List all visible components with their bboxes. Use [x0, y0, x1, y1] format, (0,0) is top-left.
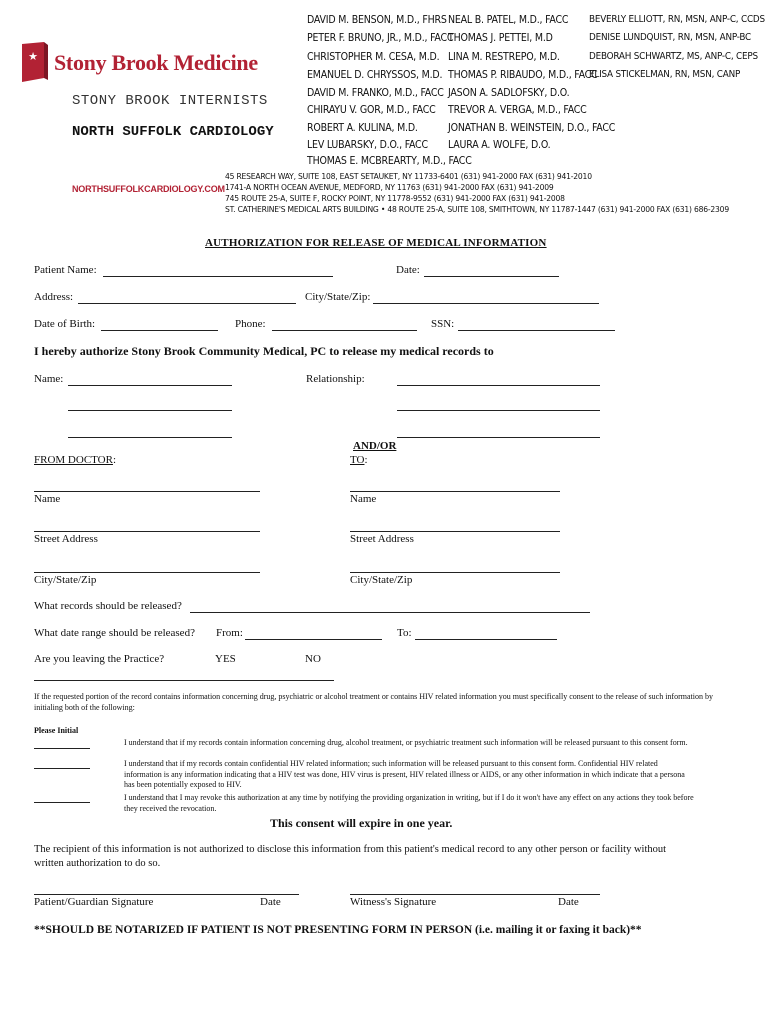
doctor-entry: LINA M. RESTREPO, M.D. — [448, 51, 560, 63]
doctor-entry: JONATHAN B. WEINSTEIN, D.O., FACC — [448, 122, 616, 134]
doctor-entry: EMANUEL D. CHRYSSOS, M.D. — [307, 69, 443, 81]
from-doctor-heading — [34, 454, 116, 466]
to-name-field[interactable] — [350, 491, 560, 492]
website-link[interactable]: NORTHSUFFOLKCARDIOLOGY.COM — [72, 184, 225, 194]
and-or-label: AND/OR — [353, 440, 397, 452]
from-csz-field[interactable] — [34, 572, 260, 573]
relationship-label: Relationship: — [306, 373, 365, 385]
patient-name-label: Patient Name: — [34, 264, 97, 276]
stony-brook-shield-icon — [22, 42, 48, 82]
to-colon: : — [364, 454, 368, 466]
to-street-field[interactable] — [350, 531, 560, 532]
doctor-entry: LAURA A. WOLFE, D.O. — [448, 139, 551, 151]
doctor-entry: THOMAS E. MCBREARTY, M.D., FACC — [307, 155, 472, 167]
from-csz-label: City/State/Zip — [34, 574, 97, 586]
recipient-statement: The recipient of this information is not authorized to disclose this information from this patient's medical record to any other person or facility without written authorization to do so. — [34, 844, 667, 869]
city-state-zip-field[interactable] — [373, 303, 599, 304]
address-line: 45 RESEARCH WAY, SUITE 108, EAST SETAUKET, NY 11733-6401 (631) 941-2000 FAX (631) 941-2010 — [225, 172, 592, 181]
relationship-extra-line[interactable] — [397, 410, 600, 411]
please-initial-label: Please Initial — [34, 726, 79, 735]
to-name-label: Name — [350, 493, 377, 505]
form-title: AUTHORIZATION FOR RELEASE OF MEDICAL INFORMATION — [205, 237, 547, 249]
dob-label: Date of Birth: — [34, 318, 96, 330]
from-date-label: From: — [216, 627, 243, 639]
dob-field[interactable] — [101, 330, 218, 331]
address-line: ST. CATHERINE'S MEDICAL ARTS BUILDING • 48 ROUTE 25-A, SUITE 108, SMITHTOWN, NY 11787-1447 (631) 941-2000 FAX (631) 686-2309 — [225, 205, 729, 214]
ssn-label: SSN: — [431, 318, 455, 330]
from-name-field[interactable] — [34, 491, 260, 492]
from-street-label: Street Address — [34, 533, 98, 545]
initial-statement-3: I understand that I may revoke this authorization at any time by notifying the providing organization in writing, but if I do it won't have any effect on any actions they took before they received the revocation. — [124, 793, 694, 813]
initial-field-2[interactable] — [34, 768, 90, 769]
initial-field-3[interactable] — [34, 802, 90, 803]
brand-name: Stony Brook Medicine — [54, 50, 258, 75]
phone-label: Phone: — [235, 318, 266, 330]
recipient-name-label: Name: — [34, 373, 64, 385]
consent-note: If the requested portion of the record contains information concerning drug, psychiatric or alcohol treatment or contains HIV related information you must specifically consent to the release of such information by initialing both of the following: — [34, 692, 713, 712]
recipient-extra-line[interactable] — [68, 410, 232, 411]
no-option[interactable]: NO — [305, 653, 321, 665]
doctor-entry: ELISA STICKELMAN, RN, MSN, CANP — [589, 69, 741, 80]
what-records-label: What records should be released? — [34, 600, 182, 612]
doctor-entry: DAVID M. FRANKO, M.D., FACC — [307, 87, 444, 99]
recipient-name-field[interactable] — [68, 385, 232, 386]
address-label: Address: — [34, 291, 74, 303]
patient-signature-field[interactable] — [34, 894, 299, 895]
authorize-statement: I hereby authorize Stony Brook Community Medical, PC to release my medical records to — [34, 344, 494, 358]
from-date-field[interactable] — [245, 639, 382, 640]
witness-date-label: Date — [558, 896, 579, 908]
leaving-practice-label: Are you leaving the Practice? — [34, 653, 165, 665]
doctor-entry: JASON A. SADLOFSKY, D.O. — [448, 87, 570, 99]
expire-statement: This consent will expire in one year. — [270, 816, 453, 830]
to-heading — [350, 454, 368, 466]
doctor-entry: NEAL B. PATEL, M.D., FACC — [448, 14, 569, 26]
initial-statement-2: I understand that if my records contain confidential HIV related information; such information will be released pursuant to this consent form. Confidential HIV related information is any information indicating that a HIV test was done, HIV virus is present, HIV related illness or AIDS, or any other information in which indicate that a persona has been potentially exposed to HIV. — [124, 759, 685, 789]
doctor-entry: TREVOR A. VERGA, M.D., FACC — [448, 104, 587, 116]
patient-date-label: Date — [260, 896, 281, 908]
date-label: Date: — [396, 264, 420, 276]
phone-field[interactable] — [272, 330, 417, 331]
patient-name-field[interactable] — [103, 276, 333, 277]
address-line: 745 ROUTE 25-A, SUITE F, ROCKY POINT, NY 11778-9552 (631) 941-2000 FAX (631) 941-2008 — [225, 194, 565, 203]
doctor-entry: THOMAS J. PETTEI, M.D — [448, 32, 553, 44]
doctor-entry: DAVID M. BENSON, M.D., FHRS — [307, 14, 447, 26]
from-street-field[interactable] — [34, 531, 260, 532]
doctor-entry: ROBERT A. KULINA, M.D. — [307, 122, 418, 134]
address-line: 1741-A NORTH OCEAN AVENUE, MEDFORD, NY 11763 (631) 941-2000 FAX (631) 941-2009 — [225, 183, 554, 192]
what-records-field[interactable] — [190, 612, 590, 613]
yes-option[interactable]: YES — [215, 653, 236, 665]
notarize-statement: **SHOULD BE NOTARIZED IF PATIENT IS NOT PRESENTING FORM IN PERSON (i.e. mailing it or faxing it back)** — [34, 924, 642, 936]
witness-signature-label: Witness's Signature — [350, 896, 437, 908]
date-range-label: What date range should be released? — [34, 627, 195, 639]
practice-internists: STONY BROOK INTERNISTS — [72, 93, 268, 109]
from-doctor-text: FROM DOCTOR — [34, 454, 113, 466]
initial-field-1[interactable] — [34, 748, 90, 749]
date-field[interactable] — [424, 276, 559, 277]
recipient-extra-line[interactable] — [68, 437, 232, 438]
to-csz-field[interactable] — [350, 572, 560, 573]
from-doctor-colon: : — [112, 454, 117, 466]
logo — [22, 42, 292, 82]
initial-statement-1: I understand that if my records contain information concerning drug, alcohol treatment, or psychiatric treatment such information will be released pursuant to this consent form. — [124, 738, 688, 747]
doctor-entry: CHIRAYU V. GOR, M.D., FACC — [307, 104, 436, 116]
doctor-entry: THOMAS P. RIBAUDO, M.D., FACC — [448, 69, 598, 81]
to-text: TO — [350, 454, 365, 466]
to-csz-label: City/State/Zip — [350, 574, 413, 586]
doctor-entry: LEV LUBARSKY, D.O., FACC — [307, 139, 428, 151]
ssn-field[interactable] — [458, 330, 615, 331]
patient-signature-label: Patient/Guardian Signature — [34, 896, 154, 908]
doctor-entry: DEBORAH SCHWARTZ, MS, ANP-C, CEPS — [589, 51, 758, 62]
from-name-label: Name — [34, 493, 61, 505]
relationship-field[interactable] — [397, 385, 600, 386]
witness-signature-field[interactable] — [350, 894, 600, 895]
doctor-entry: CHRISTOPHER M. CESA, M.D. — [307, 51, 440, 63]
address-field[interactable] — [78, 303, 296, 304]
relationship-extra-line[interactable] — [397, 437, 600, 438]
to-date-field[interactable] — [415, 639, 557, 640]
to-street-label: Street Address — [350, 533, 414, 545]
to-date-label: To: — [397, 627, 412, 639]
city-state-zip-label: City/State/Zip: — [305, 291, 371, 303]
leaving-practice-field[interactable] — [34, 680, 334, 681]
practice-cardiology: NORTH SUFFOLK CARDIOLOGY — [72, 124, 274, 140]
doctor-entry: BEVERLY ELLIOTT, RN, MSN, ANP-C, CCDS — [589, 14, 765, 25]
doctor-entry: DENISE LUNDQUIST, RN, MSN, ANP-BC — [589, 32, 752, 43]
svg-text:★: ★ — [28, 50, 38, 63]
doctor-entry: PETER F. BRUNO, JR., M.D., FACC — [307, 32, 454, 44]
